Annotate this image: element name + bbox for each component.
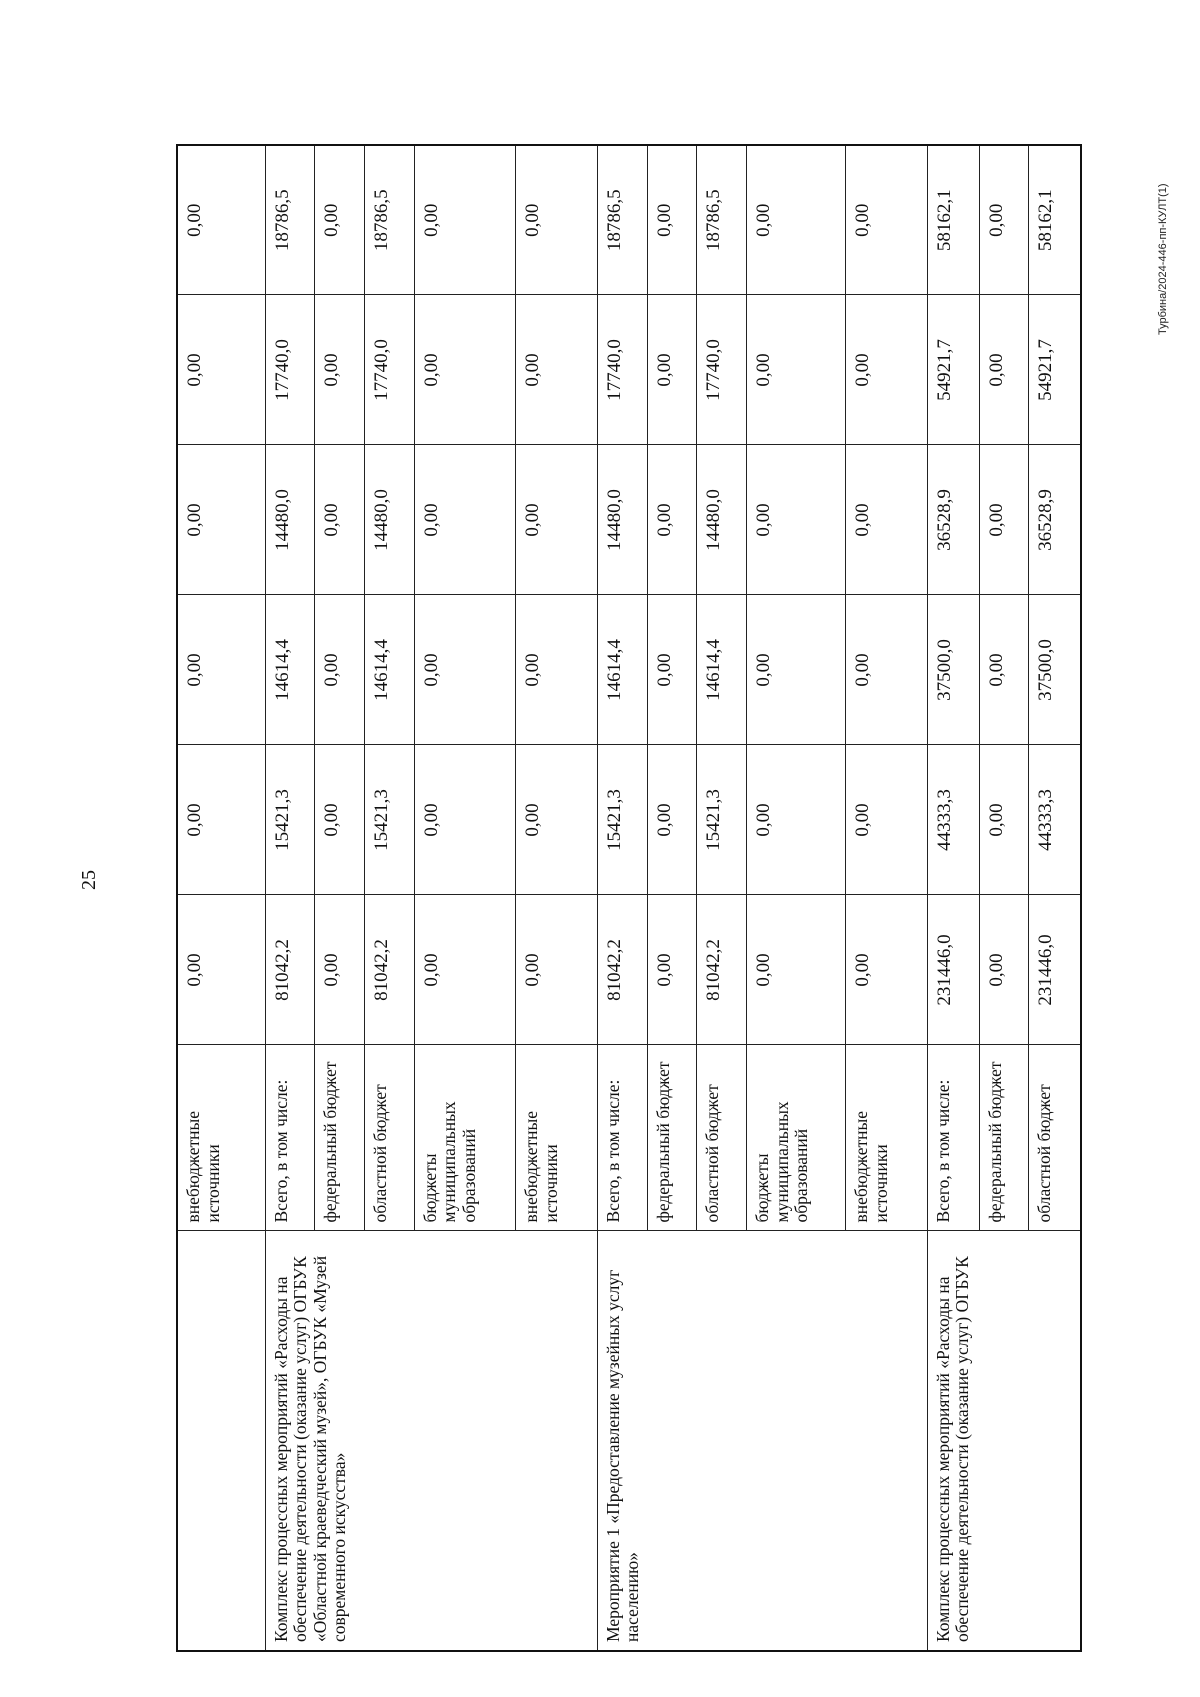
value-cell: 81042,2 xyxy=(697,895,747,1045)
value-cell: 231446,0 xyxy=(1029,895,1081,1045)
value-cell: 15421,3 xyxy=(597,745,647,895)
value-cell: 0,00 xyxy=(746,595,845,745)
page-number: 25 xyxy=(78,870,100,890)
value-cell: 14614,4 xyxy=(365,595,415,745)
value-cell: 0,00 xyxy=(647,595,697,745)
program-cell-empty xyxy=(177,1231,265,1651)
source-cell: Всего, в том числе: xyxy=(597,1045,647,1231)
source-cell: областной бюджет xyxy=(1029,1045,1081,1231)
value-cell: 0,00 xyxy=(746,745,845,895)
value-cell: 0,00 xyxy=(516,895,597,1045)
value-cell: 17740,0 xyxy=(265,295,315,445)
value-cell: 0,00 xyxy=(647,295,697,445)
value-cell: 0,00 xyxy=(647,745,697,895)
value-cell: 81042,2 xyxy=(265,895,315,1045)
value-cell: 81042,2 xyxy=(365,895,415,1045)
value-cell: 14614,4 xyxy=(697,595,747,745)
value-cell: 14480,0 xyxy=(597,445,647,595)
value-cell: 58162,1 xyxy=(927,145,979,295)
value-cell: 0,00 xyxy=(315,745,365,895)
value-cell: 0,00 xyxy=(414,895,516,1045)
value-cell: 18786,5 xyxy=(697,145,747,295)
source-cell: внебюджетные источники xyxy=(846,1045,927,1231)
value-cell: 0,00 xyxy=(846,145,927,295)
value-cell: 81042,2 xyxy=(597,895,647,1045)
value-cell: 0,00 xyxy=(846,595,927,745)
value-cell: 0,00 xyxy=(846,295,927,445)
source-cell: Всего, в том числе: xyxy=(265,1045,315,1231)
source-cell: бюджеты муниципальных образований xyxy=(414,1045,516,1231)
value-cell: 54921,7 xyxy=(1029,295,1081,445)
value-cell: 37500,0 xyxy=(1029,595,1081,745)
value-cell: 14614,4 xyxy=(597,595,647,745)
value-cell: 0,00 xyxy=(846,895,927,1045)
value-cell: 14614,4 xyxy=(265,595,315,745)
value-cell: 36528,9 xyxy=(1029,445,1081,595)
value-cell: 44333,3 xyxy=(927,745,979,895)
value-cell: 0,00 xyxy=(516,745,597,895)
value-cell: 0,00 xyxy=(979,745,1029,895)
value-cell: 0,00 xyxy=(177,145,265,295)
value-cell: 0,00 xyxy=(647,445,697,595)
program-cell: Комплекс процессных мероприятий «Расходы на обеспечение деятельности (оказание услуг) ОГБУК «Областной краеведческий музей», ОГБУК «Музей современного искусства» xyxy=(265,1231,597,1651)
value-cell: 0,00 xyxy=(647,145,697,295)
value-cell: 44333,3 xyxy=(1029,745,1081,895)
value-cell: 18786,5 xyxy=(597,145,647,295)
source-cell: внебюджетные источники xyxy=(516,1045,597,1231)
value-cell: 18786,5 xyxy=(365,145,415,295)
value-cell: 0,00 xyxy=(979,295,1029,445)
value-cell: 0,00 xyxy=(846,745,927,895)
value-cell: 17740,0 xyxy=(597,295,647,445)
table-row xyxy=(597,145,647,1651)
value-cell: 0,00 xyxy=(979,595,1029,745)
source-cell: федеральный бюджет xyxy=(647,1045,697,1231)
budget-table xyxy=(176,144,1082,1652)
value-cell: 0,00 xyxy=(979,445,1029,595)
value-cell: 0,00 xyxy=(315,145,365,295)
value-cell: 0,00 xyxy=(414,145,516,295)
source-cell: федеральный бюджет xyxy=(315,1045,365,1231)
value-cell: 0,00 xyxy=(315,445,365,595)
value-cell: 0,00 xyxy=(979,145,1029,295)
table-row xyxy=(927,145,979,1651)
value-cell: 0,00 xyxy=(746,295,845,445)
value-cell: 37500,0 xyxy=(927,595,979,745)
value-cell: 0,00 xyxy=(846,445,927,595)
source-cell: внебюджетные источники xyxy=(177,1045,265,1231)
budget-table-body xyxy=(177,145,1081,1651)
value-cell: 54921,7 xyxy=(927,295,979,445)
value-cell: 0,00 xyxy=(315,895,365,1045)
value-cell: 0,00 xyxy=(746,895,845,1045)
value-cell: 14480,0 xyxy=(265,445,315,595)
value-cell: 0,00 xyxy=(177,295,265,445)
program-cell: Комплекс процессных мероприятий «Расходы на обеспечение деятельности (оказание услуг) ОГБУК xyxy=(927,1231,1081,1651)
table-row xyxy=(265,145,315,1651)
value-cell: 14480,0 xyxy=(697,445,747,595)
value-cell: 17740,0 xyxy=(697,295,747,445)
value-cell: 0,00 xyxy=(746,445,845,595)
source-cell: областной бюджет xyxy=(697,1045,747,1231)
value-cell: 0,00 xyxy=(414,295,516,445)
value-cell: 0,00 xyxy=(516,445,597,595)
value-cell: 231446,0 xyxy=(927,895,979,1045)
table-row xyxy=(177,145,265,1651)
value-cell: 0,00 xyxy=(414,745,516,895)
value-cell: 0,00 xyxy=(979,895,1029,1045)
value-cell: 0,00 xyxy=(746,145,845,295)
value-cell: 0,00 xyxy=(414,445,516,595)
value-cell: 0,00 xyxy=(516,595,597,745)
value-cell: 15421,3 xyxy=(265,745,315,895)
value-cell: 0,00 xyxy=(177,445,265,595)
document-footer-id: Турбина/2024-446-пп-КУЛТ(1) xyxy=(1157,183,1169,335)
value-cell: 58162,1 xyxy=(1029,145,1081,295)
value-cell: 0,00 xyxy=(315,595,365,745)
value-cell: 0,00 xyxy=(414,595,516,745)
value-cell: 0,00 xyxy=(315,295,365,445)
source-cell: федеральный бюджет xyxy=(979,1045,1029,1231)
value-cell: 0,00 xyxy=(177,745,265,895)
value-cell: 14480,0 xyxy=(365,445,415,595)
source-cell: областной бюджет xyxy=(365,1045,415,1231)
value-cell: 15421,3 xyxy=(697,745,747,895)
value-cell: 0,00 xyxy=(177,595,265,745)
program-cell: Мероприятие 1 «Предоставление музейных услуг населению» xyxy=(597,1231,927,1651)
value-cell: 15421,3 xyxy=(365,745,415,895)
value-cell: 0,00 xyxy=(516,295,597,445)
source-cell: Всего, в том числе: xyxy=(927,1045,979,1231)
value-cell: 0,00 xyxy=(177,895,265,1045)
value-cell: 0,00 xyxy=(516,145,597,295)
budget-table-rotated xyxy=(176,146,1082,1652)
source-cell: бюджеты муниципальных образований xyxy=(746,1045,845,1231)
value-cell: 36528,9 xyxy=(927,445,979,595)
value-cell: 18786,5 xyxy=(265,145,315,295)
value-cell: 0,00 xyxy=(647,895,697,1045)
value-cell: 17740,0 xyxy=(365,295,415,445)
